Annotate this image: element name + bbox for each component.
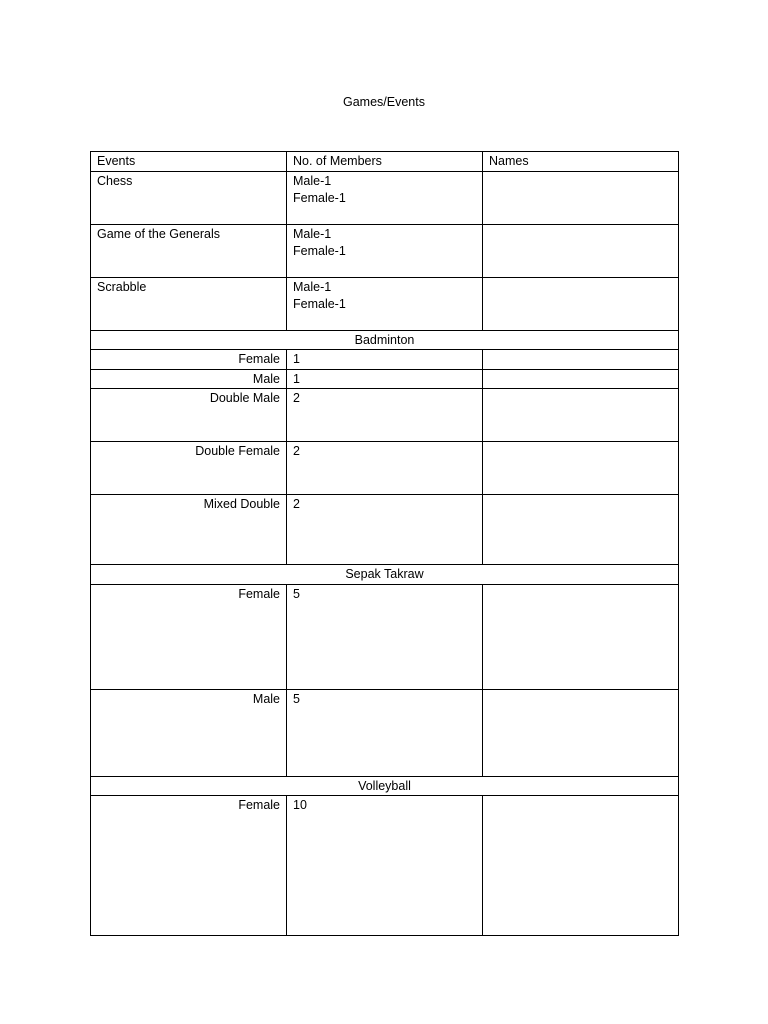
event-name: Mixed Double bbox=[91, 495, 287, 565]
event-name: Scrabble bbox=[91, 277, 287, 330]
table-header-row bbox=[91, 152, 679, 172]
member-female: Female-1 bbox=[293, 297, 346, 311]
section-heading-row bbox=[91, 565, 679, 585]
document-title: Games/Events bbox=[343, 95, 425, 109]
event-name: Double Male bbox=[91, 389, 287, 442]
member-count: 2 bbox=[287, 389, 483, 442]
table-row bbox=[91, 689, 679, 776]
member-count: 1 bbox=[287, 369, 483, 389]
section-heading-row bbox=[91, 330, 679, 350]
header-members: No. of Members bbox=[287, 152, 483, 172]
member-female: Female-1 bbox=[293, 244, 346, 258]
member-count bbox=[287, 277, 483, 330]
member-count: 5 bbox=[287, 584, 483, 689]
table-row bbox=[91, 277, 679, 330]
event-name: Female bbox=[91, 350, 287, 370]
member-male: Male-1 bbox=[293, 226, 332, 241]
member-male: Male-1 bbox=[293, 173, 332, 188]
member-male: Male-1 bbox=[293, 279, 332, 294]
event-name: Double Female bbox=[91, 442, 287, 495]
member-count: 2 bbox=[287, 442, 483, 495]
names-cell[interactable] bbox=[483, 495, 679, 565]
names-cell[interactable] bbox=[483, 584, 679, 689]
table-row bbox=[91, 442, 679, 495]
member-count: 1 bbox=[287, 350, 483, 370]
table-row bbox=[91, 796, 679, 936]
event-name: Female bbox=[91, 796, 287, 936]
table-row bbox=[91, 350, 679, 370]
event-name: Game of the Generals bbox=[91, 224, 287, 277]
member-female: Female-1 bbox=[293, 191, 346, 205]
event-name: Chess bbox=[91, 171, 287, 224]
header-events: Events bbox=[91, 152, 287, 172]
member-count: 10 bbox=[287, 796, 483, 936]
table-row bbox=[91, 389, 679, 442]
member-count: 2 bbox=[287, 495, 483, 565]
table-row bbox=[91, 224, 679, 277]
names-cell[interactable] bbox=[483, 369, 679, 389]
names-cell[interactable] bbox=[483, 389, 679, 442]
member-count bbox=[287, 171, 483, 224]
names-cell[interactable] bbox=[483, 350, 679, 370]
events-table bbox=[90, 151, 679, 936]
names-cell[interactable] bbox=[483, 689, 679, 776]
member-count: 5 bbox=[287, 689, 483, 776]
table-row bbox=[91, 171, 679, 224]
table-row bbox=[91, 369, 679, 389]
names-cell[interactable] bbox=[483, 796, 679, 936]
event-name: Male bbox=[91, 369, 287, 389]
header-names: Names bbox=[483, 152, 679, 172]
names-cell[interactable] bbox=[483, 171, 679, 224]
table-row bbox=[91, 495, 679, 565]
section-heading-row bbox=[91, 776, 679, 796]
section-heading-volleyball: Volleyball bbox=[91, 776, 679, 796]
names-cell[interactable] bbox=[483, 442, 679, 495]
member-count bbox=[287, 224, 483, 277]
section-heading-sepak-takraw: Sepak Takraw bbox=[91, 565, 679, 585]
section-heading-badminton: Badminton bbox=[91, 330, 679, 350]
names-cell[interactable] bbox=[483, 224, 679, 277]
event-name: Male bbox=[91, 689, 287, 776]
event-name: Female bbox=[91, 584, 287, 689]
table-row bbox=[91, 584, 679, 689]
names-cell[interactable] bbox=[483, 277, 679, 330]
